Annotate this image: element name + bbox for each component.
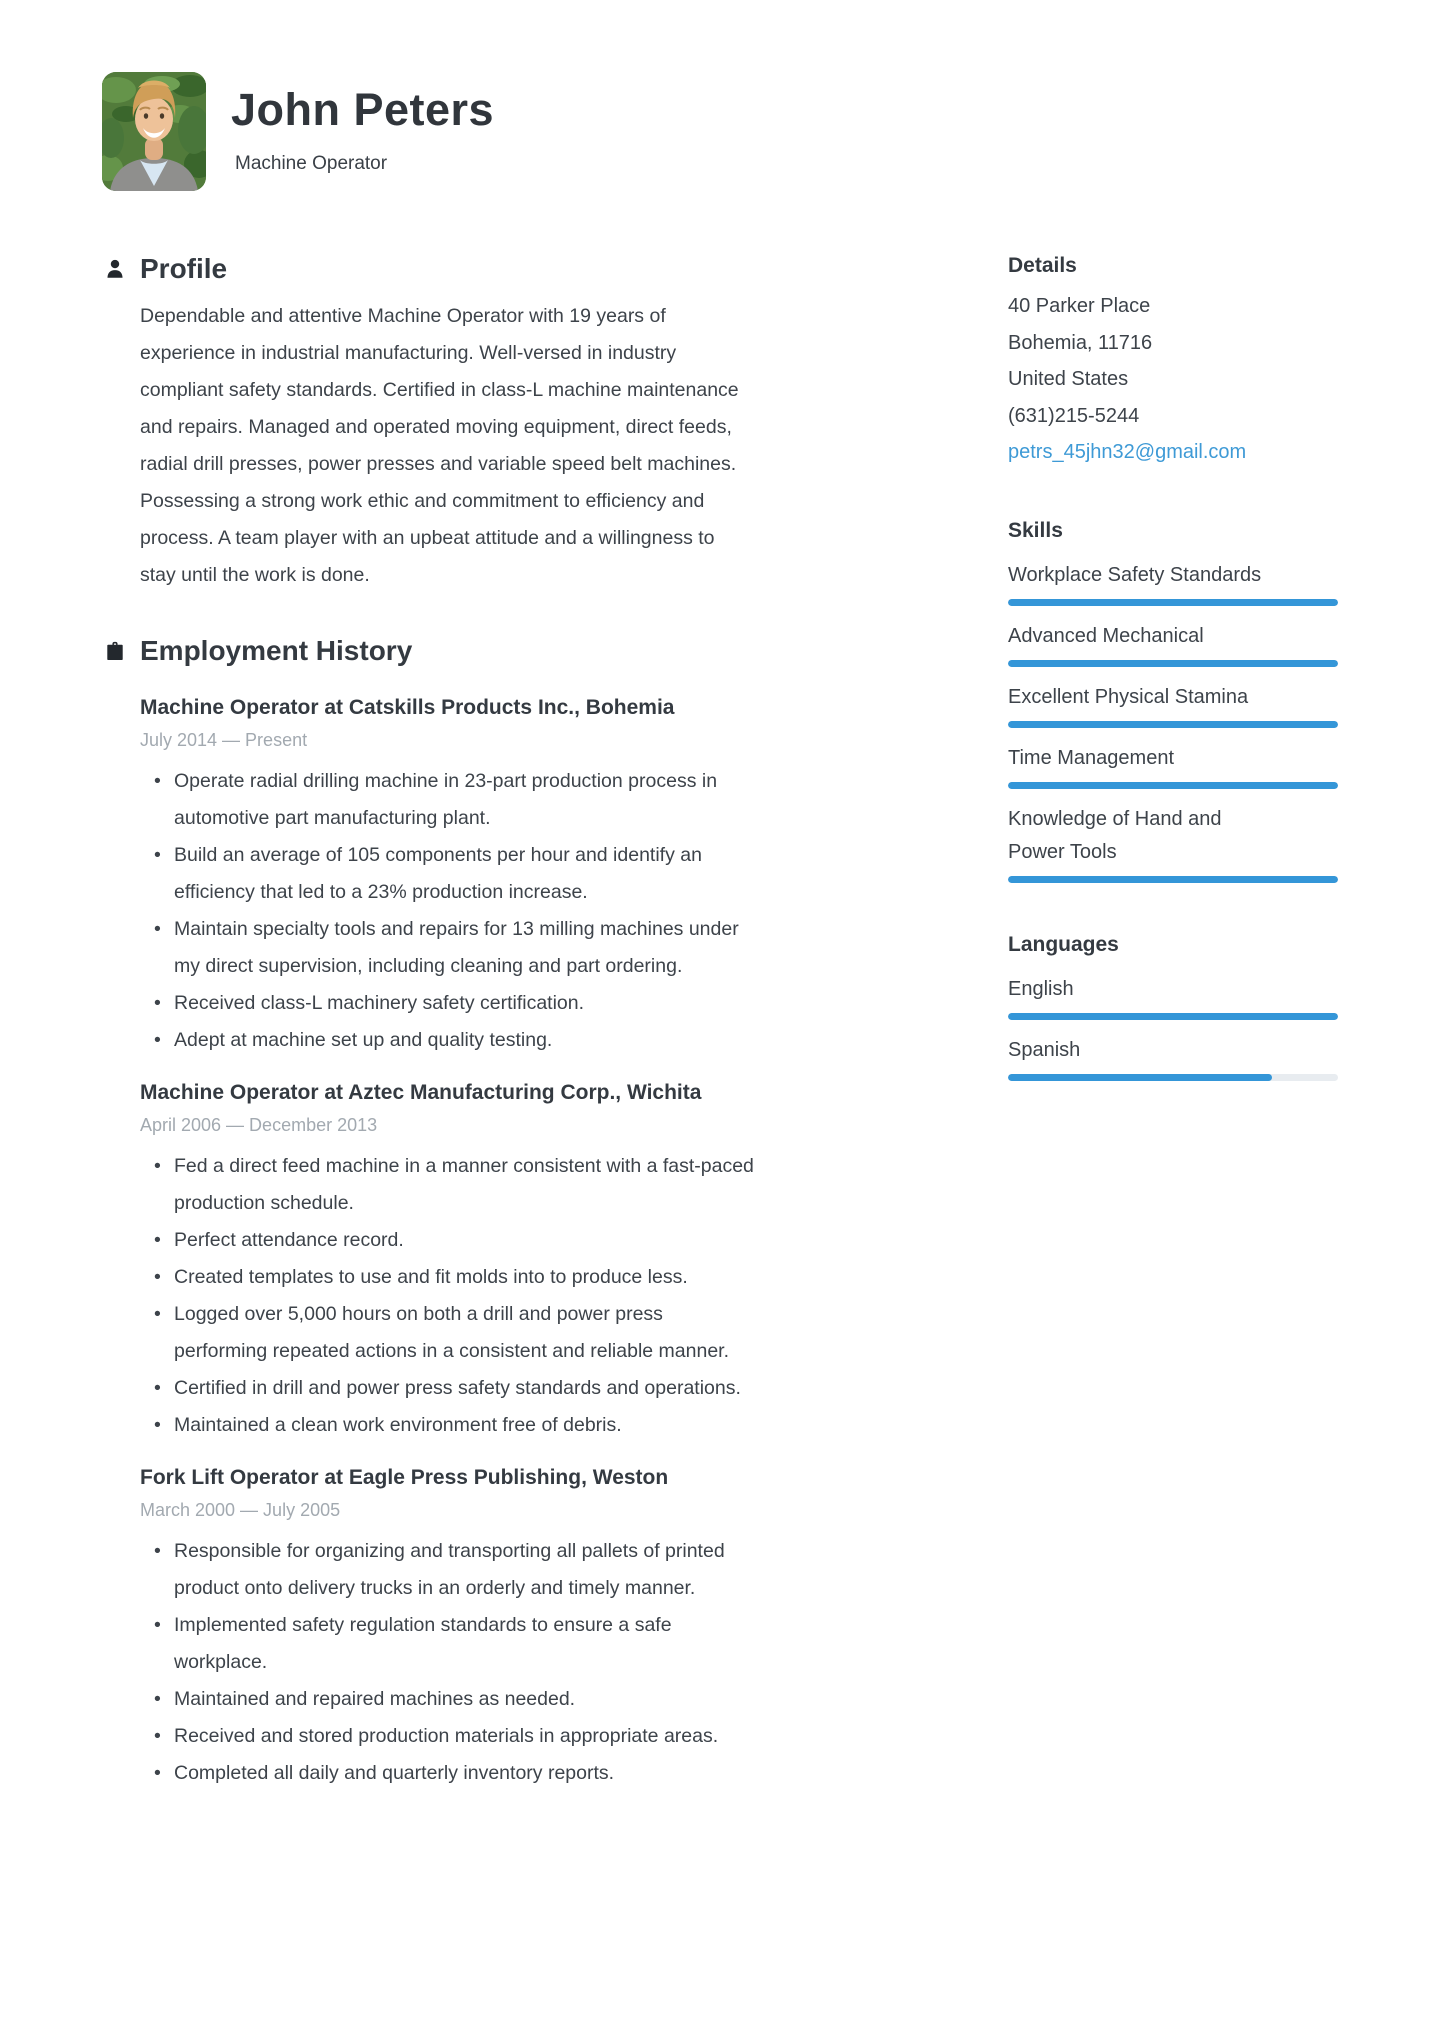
skill-bar xyxy=(1008,876,1338,883)
language-label: English xyxy=(1008,977,1074,1000)
skill-item xyxy=(1008,681,1338,728)
job-period: March 2000 — July 2005 xyxy=(140,1500,341,1520)
skill-bar-fill xyxy=(1008,782,1338,789)
language-bar-fill xyxy=(1008,1013,1338,1020)
details-heading: Details xyxy=(1008,254,1077,277)
job-bullet: • Maintained and repaired machines as needed. xyxy=(140,1681,755,1718)
address-line: United States xyxy=(1008,368,1129,390)
profile-heading-label: Profile xyxy=(140,253,228,284)
skill-bar-fill xyxy=(1008,660,1338,667)
skill-label: Knowledge of Hand and Power Tools xyxy=(1008,807,1222,863)
language-label: Spanish xyxy=(1008,1038,1081,1061)
job-bullet: • Received and stored production materials in appropriate areas. xyxy=(140,1718,755,1755)
job-bullet-list xyxy=(140,1148,755,1444)
skill-bar xyxy=(1008,599,1338,606)
skill-bar xyxy=(1008,660,1338,667)
profile-photo xyxy=(102,72,206,191)
job-bullet: • Completed all daily and quarterly inventory reports. xyxy=(140,1755,755,1792)
skill-bar-fill xyxy=(1008,721,1338,728)
skill-label: Excellent Physical Stamina xyxy=(1008,685,1249,708)
skill-label: Advanced Mechanical xyxy=(1008,624,1204,647)
person-icon xyxy=(104,258,126,280)
language-item xyxy=(1008,1034,1338,1081)
job-bullet: • Build an average of 105 components per hour and identify an efficiency that led to a 23% production increase. xyxy=(140,837,755,911)
job-bullet: • Operate radial drilling machine in 23-part production process in automotive part manufacturing plant. xyxy=(140,763,755,837)
skill-label: Time Management xyxy=(1008,746,1174,769)
job-bullet: • Fed a direct feed machine in a manner consistent with a fast-paced production schedule. xyxy=(140,1148,755,1222)
job-bullet: • Responsible for organizing and transporting all pallets of printed product onto delivery trucks in an orderly and timely manner. xyxy=(140,1533,755,1607)
skill-item xyxy=(1008,742,1338,789)
language-bar xyxy=(1008,1074,1338,1081)
job-entry xyxy=(140,1464,755,1792)
job-bullet: • Adept at machine set up and quality testing. xyxy=(140,1022,755,1059)
address-line: 40 Parker Place xyxy=(1008,295,1151,317)
email-link[interactable]: petrs_45jhn32@gmail.com xyxy=(1008,441,1247,463)
skill-item xyxy=(1008,803,1338,883)
language-bar xyxy=(1008,1013,1338,1020)
address-line: Bohemia, 11716 xyxy=(1008,331,1153,354)
skill-bar-fill xyxy=(1008,599,1338,606)
profile-summary: Dependable and attentive Machine Operator with 19 years of experience in industrial manufacturing. Well-versed in industry compliant safety standards. Certified in class-L machine maintenance and repairs. Managed and operated moving equipment, direct feeds, radial drill presses, power presses and variable speed belt machines. Possessing a strong work ethic and commitment to efficiency and process. A team player with an upbeat attitude and a willingness to stay until the work is done. xyxy=(140,305,739,586)
job-bullet: • Implemented safety regulation standards to ensure a safe workplace. xyxy=(140,1607,755,1681)
languages-heading: Languages xyxy=(1008,932,1119,956)
job-bullet-list xyxy=(140,763,755,1059)
job-period: April 2006 — December 2013 xyxy=(140,1115,378,1135)
phone-number: (631)215-5244 xyxy=(1008,404,1140,427)
candidate-name: John Peters xyxy=(231,84,495,135)
job-bullet: • Received class-L machinery safety certification. xyxy=(140,985,755,1022)
job-entry xyxy=(140,694,755,1059)
job-bullet: • Certified in drill and power press safety standards and operations. xyxy=(140,1370,755,1407)
language-bar-fill xyxy=(1008,1074,1272,1081)
profile-photo-illustration xyxy=(102,72,206,191)
candidate-job-title: Machine Operator xyxy=(235,153,388,174)
job-title: Machine Operator at Aztec Manufacturing Corp., Wichita xyxy=(140,1081,702,1104)
job-bullet: • Maintained a clean work environment free of debris. xyxy=(140,1407,755,1444)
language-item xyxy=(1008,973,1338,1020)
job-bullet: • Logged over 5,000 hours on both a drill and power press performing repeated actions in a consistent and reliable manner. xyxy=(140,1296,755,1370)
employment-heading xyxy=(140,634,755,668)
profile-heading xyxy=(140,252,755,286)
details-block xyxy=(1008,288,1338,471)
profile-section xyxy=(140,252,755,594)
job-bullet: • Created templates to use and fit molds into to produce less. xyxy=(140,1259,755,1296)
employment-section xyxy=(140,634,755,1792)
job-bullet: • Perfect attendance record. xyxy=(140,1222,755,1259)
employment-heading-label: Employment History xyxy=(140,635,413,666)
job-period: July 2014 — Present xyxy=(140,730,308,750)
skill-bar xyxy=(1008,721,1338,728)
briefcase-icon xyxy=(104,640,126,662)
skill-item xyxy=(1008,559,1338,606)
sidebar xyxy=(1008,252,1338,1081)
skill-bar xyxy=(1008,782,1338,789)
job-bullet: • Maintain specialty tools and repairs for 13 milling machines under my direct supervision, including cleaning and part ordering. xyxy=(140,911,755,985)
job-bullet-list xyxy=(140,1533,755,1792)
job-title: Machine Operator at Catskills Products Inc., Bohemia xyxy=(140,696,675,719)
skill-bar-fill xyxy=(1008,876,1338,883)
job-title: Fork Lift Operator at Eagle Press Publishing, Weston xyxy=(140,1466,669,1489)
job-entry xyxy=(140,1079,755,1444)
skill-label: Workplace Safety Standards xyxy=(1008,563,1262,586)
skills-heading: Skills xyxy=(1008,518,1063,542)
skill-item xyxy=(1008,620,1338,667)
